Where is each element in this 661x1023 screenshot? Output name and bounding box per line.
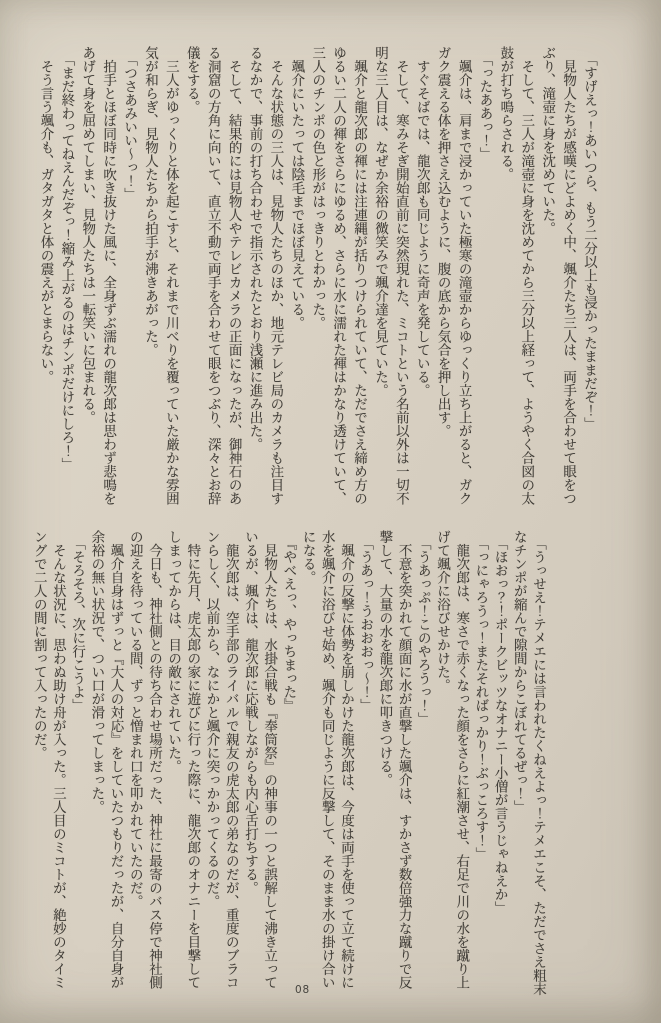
text-column: 「っにゃろうっ！またそればっかり！ぶっころす！」 (473, 530, 489, 861)
text-column: いるが、颯介は、龍次郎に応戦しながらも内心舌打ちする。 (242, 530, 258, 895)
text-column: 余裕の無い状況で、つい口が滑ってしまった。 (89, 530, 105, 814)
text-column: 儀をする。 (184, 46, 200, 114)
text-column: 拍手とほぼ同時に吹き抜けた風に、全身ずぶ濡れの龍次郎は思わず悲鳴を (101, 46, 117, 505)
text-column: そして、三人が滝壺に身を沈めてから三分以上経って、ようやく合図の太 (519, 46, 535, 505)
text-column: そう言う颯介も、ガタガタと体の震えがとまらない。 (38, 46, 54, 384)
text-column: 「うっせえ！テメエには言われたくねえよっ！テメエこそ、ただでさえ粗末 (531, 530, 546, 996)
text-column: 水を颯介に浴びせ始め、颯介も同じように反撃して、そのまま水の掛け合い (319, 530, 335, 989)
text-column: 撃して、大量の水を龍次郎に叩きつける。 (377, 530, 393, 787)
text-column: 颯介は、肩まで浸かっていた極寒の滝壺からゆっくり立ち上がると、ガク (456, 46, 472, 505)
text-column: になる。 (300, 530, 316, 584)
page-number: 08 (295, 984, 310, 996)
text-column: 特に先月、虎太郎の家に遊びに行った際に、龍次郎のオナニーを目撃して (185, 530, 201, 989)
text-column: 三人がゆっくりと体を起こすと、それまで川べりを覆っていた厳かな雰囲 (163, 46, 179, 505)
text-column: の迎えを待っている間、ずっと憎まれ口を叩かれていたのだ。 (127, 530, 143, 908)
text-column: そして、寒みそぎ開始直前に突然現れた、ミコトという名前以外は一切不 (393, 46, 409, 505)
text-column: 不意を突かれて顔面に水が直撃した颯介は、すかさず数倍強力な蹴りで反 (396, 530, 412, 989)
text-column: ガク震える体を押さえ込むように、腹の底から気合を押し出す。 (435, 46, 451, 438)
text-column: そんな状況に、思わぬ助け舟が入った。三人目のミコトが、絶妙のタイミ (50, 530, 66, 989)
text-column: 颯介自身はずっと『大人の対応』をしていたつもりだったが、自分自身が (108, 530, 124, 989)
text-column: 今日も、神社側との待ち合わせ場所だった、神社に最寄のバス停で神社側 (146, 530, 162, 989)
top-text-block (35, 46, 599, 514)
text-column: 颯介にいたっては陰毛までほぼ見えている。 (289, 46, 305, 330)
text-column: 「ほおっ？！ポークビッツなオナニー小僧が言うじゃねえか」 (492, 530, 508, 915)
text-column: 「まだ終わってねえんだぞっ！縮み上がるのはチンポだけにしろ！」 (59, 46, 75, 472)
bottom-text-block (30, 530, 548, 1012)
text-column: 「すげえっ！あいつら、もう二分以上も浸かったままだぞ！」 (582, 46, 597, 431)
text-column: 明な三人目は、なぜか余裕の微笑みで颯介達を見ていた。 (372, 46, 388, 397)
text-column: ゆるい二人の褌をさらにゆるめ、さらに水に濡れた褌はかなり透けていて、 (331, 46, 347, 505)
text-column: すぐそばでは、龍次郎も同じように奇声を発している。 (414, 46, 430, 397)
text-column: ぶり、滝壺に身を沈めていた。 (540, 46, 556, 235)
text-column: 「うあっぷ！このやろうっ！」 (415, 530, 431, 726)
text-column: 鼓が打ち鳴らされる。 (498, 46, 514, 181)
text-column: げて颯介に浴びせかけた。 (434, 530, 450, 692)
text-column: るなかで、事前の打ち合わせで指示されたとおり浅瀬に進み出た。 (247, 46, 263, 451)
text-column: そして、結果的には見物人やテレビカメラの正面になったが、御神石のあ (226, 46, 242, 505)
text-column: 「つさあみいい～っ！」 (122, 46, 138, 202)
text-column: 颯介と龍次郎の褌には注連縄が括りつけられていて、ただでさえ締め方の (352, 46, 368, 505)
text-column: 「うあっ！うおおおっ～！」 (358, 530, 374, 713)
text-column: 颯介の反撃に体勢を崩しかけた龍次郎は、今度は両手を使って立て続けに (338, 530, 354, 989)
text-column: しまってからは、目の敵にされていた。 (166, 530, 182, 773)
text-column: る洞窟の方角に向いて、直立不動で両手を合わせて眼をつぶり、深々とお辞 (205, 46, 221, 505)
text-column: ンらしく、以前から、なにかと颯介に突っかかってくるのだ。 (204, 530, 220, 908)
text-column: 見物人たちは、水掛合戦も『奉筒祭』の神事の一つと誤解して沸き立って (262, 530, 278, 989)
text-column: 「そろそろ、次に行こうよ」 (70, 530, 86, 713)
text-column: 見物人たちが感嘆にどよめく中、颯介たち三人は、両手を合わせて眼をつ (561, 46, 577, 505)
text-column: あげて身を屈めてしまい、見物人たちは一転笑いに包まれる。 (80, 46, 96, 424)
text-column: 『やべえっ、やっちまった』 (281, 530, 297, 713)
text-column: ングで二人の間に割って入ったのだ。 (31, 530, 47, 760)
text-column: なチンポが縮んで隙間からこぼれてるぜっ！」 (511, 530, 527, 814)
text-column: 気が和らぎ、見物人たちから拍手が沸きあがった。 (142, 46, 158, 357)
text-column: 三人のチンポの色と形がはっきりとわかった。 (310, 46, 326, 330)
text-column: 「ったああっ！」 (477, 46, 493, 161)
text-column: 龍次郎は、寒さで赤くなった顔をさらに紅潮させ、右足で川の水を蹴り上 (454, 530, 470, 989)
text-column: そんな状態の三人は、見物人たちのほか、地元テレビ局のカメラも注目す (268, 46, 284, 505)
text-column: 龍次郎は、空手部のライバルで親友の虎太郎の弟なのだが、重度のブラコ (223, 530, 239, 989)
